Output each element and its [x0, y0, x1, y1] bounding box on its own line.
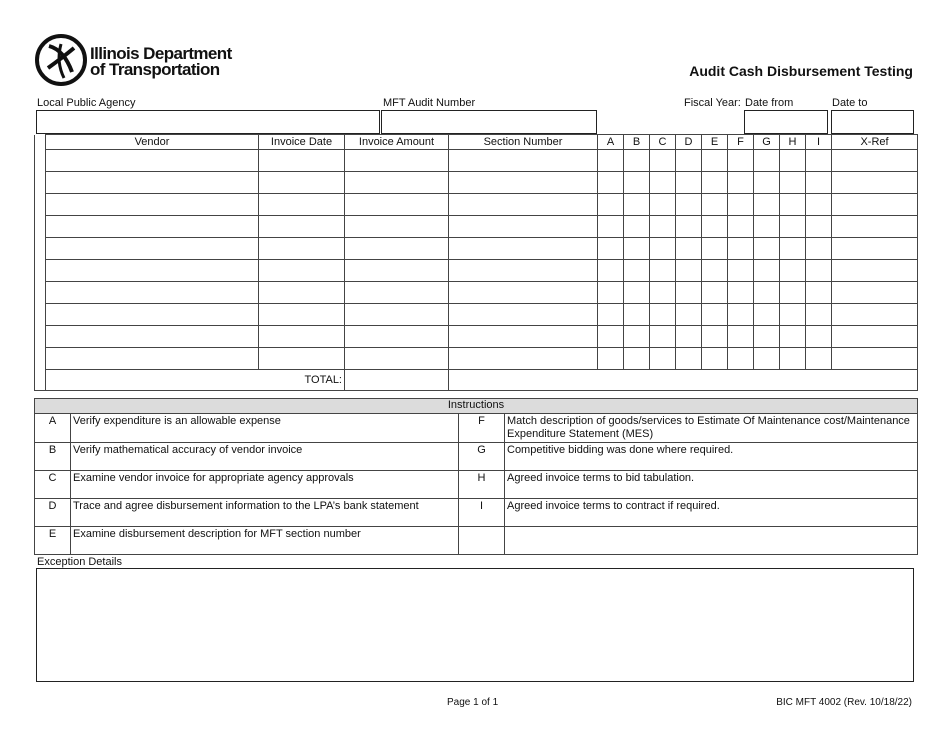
cell-b[interactable] [624, 172, 650, 194]
cell-e[interactable] [702, 238, 728, 260]
cell-x-ref[interactable] [832, 260, 918, 282]
local-public-agency-label: Local Public Agency [37, 97, 136, 109]
cell-x-ref[interactable] [832, 238, 918, 260]
cell-i[interactable] [806, 194, 832, 216]
cell-x-ref[interactable] [832, 194, 918, 216]
column-header-g: G [754, 135, 780, 150]
cell-a[interactable] [598, 216, 624, 238]
cell-invoice-amount[interactable] [345, 348, 449, 370]
cell-f[interactable] [728, 150, 754, 172]
cell-invoice-date[interactable] [259, 194, 345, 216]
cell-e[interactable] [702, 282, 728, 304]
cell-i[interactable] [806, 304, 832, 326]
row-gutter [35, 238, 46, 260]
cell-x-ref[interactable] [832, 304, 918, 326]
cell-section-number[interactable] [449, 304, 598, 326]
local-public-agency-field[interactable] [36, 110, 380, 134]
cell-section-number[interactable] [449, 194, 598, 216]
cell-invoice-amount[interactable] [345, 282, 449, 304]
instruction-text: Examine disbursement description for MFT section number [71, 527, 459, 555]
cell-x-ref[interactable] [832, 172, 918, 194]
column-header-x-ref: X-Ref [832, 135, 918, 150]
cell-d[interactable] [676, 194, 702, 216]
cell-c[interactable] [650, 282, 676, 304]
row-gutter [35, 304, 46, 326]
cell-invoice-date[interactable] [259, 216, 345, 238]
instruction-text: Verify mathematical accuracy of vendor invoice [71, 443, 459, 471]
cell-h[interactable] [780, 172, 806, 194]
cell-d[interactable] [676, 304, 702, 326]
cell-h[interactable] [780, 282, 806, 304]
cell-invoice-date[interactable] [259, 348, 345, 370]
column-header-e: E [702, 135, 728, 150]
table-row [35, 326, 918, 348]
cell-vendor[interactable] [46, 282, 259, 304]
cell-invoice-date[interactable] [259, 282, 345, 304]
cell-i[interactable] [806, 216, 832, 238]
cell-c[interactable] [650, 260, 676, 282]
instruction-text: Trace and agree disbursement information to the LPA’s bank statement [71, 499, 459, 527]
cell-d[interactable] [676, 150, 702, 172]
cell-b[interactable] [624, 348, 650, 370]
cell-f[interactable] [728, 260, 754, 282]
cell-invoice-amount[interactable] [345, 172, 449, 194]
cell-i[interactable] [806, 260, 832, 282]
column-header-invoice-date: Invoice Date [259, 135, 345, 150]
cell-f[interactable] [728, 216, 754, 238]
cell-invoice-date[interactable] [259, 260, 345, 282]
cell-vendor[interactable] [46, 238, 259, 260]
cell-g[interactable] [754, 194, 780, 216]
cell-section-number[interactable] [449, 348, 598, 370]
cell-invoice-date[interactable] [259, 326, 345, 348]
cell-d[interactable] [676, 172, 702, 194]
cell-b[interactable] [624, 282, 650, 304]
table-row [35, 150, 918, 172]
cell-c[interactable] [650, 194, 676, 216]
cell-i[interactable] [806, 150, 832, 172]
cell-d[interactable] [676, 348, 702, 370]
cell-d[interactable] [676, 216, 702, 238]
cell-x-ref[interactable] [832, 216, 918, 238]
cell-invoice-amount[interactable] [345, 194, 449, 216]
total-amount-field[interactable] [345, 370, 449, 391]
cell-f[interactable] [728, 304, 754, 326]
cell-section-number[interactable] [449, 172, 598, 194]
cell-c[interactable] [650, 304, 676, 326]
cell-b[interactable] [624, 238, 650, 260]
cell-h[interactable] [780, 348, 806, 370]
cell-a[interactable] [598, 194, 624, 216]
cell-h[interactable] [780, 150, 806, 172]
table-row [35, 216, 918, 238]
column-header-d: D [676, 135, 702, 150]
cell-vendor[interactable] [46, 304, 259, 326]
cell-c[interactable] [650, 348, 676, 370]
instruction-letter: G [459, 443, 505, 471]
cell-f[interactable] [728, 326, 754, 348]
disbursement-table [34, 134, 918, 391]
cell-g[interactable] [754, 282, 780, 304]
table-row [35, 172, 918, 194]
row-gutter [35, 150, 46, 172]
cell-g[interactable] [754, 260, 780, 282]
cell-b[interactable] [624, 326, 650, 348]
cell-section-number[interactable] [449, 282, 598, 304]
column-header-invoice-amount: Invoice Amount [345, 135, 449, 150]
cell-c[interactable] [650, 326, 676, 348]
column-header-a: A [598, 135, 624, 150]
cell-section-number[interactable] [449, 238, 598, 260]
cell-e[interactable] [702, 194, 728, 216]
column-header-c: C [650, 135, 676, 150]
cell-i[interactable] [806, 172, 832, 194]
cell-e[interactable] [702, 172, 728, 194]
instruction-text [505, 527, 918, 555]
cell-b[interactable] [624, 150, 650, 172]
instruction-letter: C [35, 471, 71, 499]
exception-details-label: Exception Details [37, 556, 122, 568]
cell-b[interactable] [624, 216, 650, 238]
cell-a[interactable] [598, 150, 624, 172]
cell-i[interactable] [806, 348, 832, 370]
cell-e[interactable] [702, 326, 728, 348]
cell-invoice-date[interactable] [259, 150, 345, 172]
column-header-vendor: Vendor [46, 135, 259, 150]
cell-section-number[interactable] [449, 260, 598, 282]
row-gutter [35, 260, 46, 282]
cell-g[interactable] [754, 304, 780, 326]
cell-f[interactable] [728, 238, 754, 260]
instruction-text: Agreed invoice terms to bid tabulation. [505, 471, 918, 499]
column-header-f: F [728, 135, 754, 150]
cell-vendor[interactable] [46, 260, 259, 282]
cell-f[interactable] [728, 194, 754, 216]
cell-d[interactable] [676, 260, 702, 282]
instructions-table [34, 398, 918, 555]
total-blank [449, 370, 918, 391]
cell-invoice-amount[interactable] [345, 260, 449, 282]
row-gutter [35, 216, 46, 238]
date-from-field[interactable] [744, 110, 828, 134]
cell-a[interactable] [598, 172, 624, 194]
form-id: BIC MFT 4002 (Rev. 10/18/22) [776, 697, 912, 708]
instruction-text: Agreed invoice terms to contract if required. [505, 499, 918, 527]
table-row [35, 348, 918, 370]
instruction-text: Competitive bidding was done where required. [505, 443, 918, 471]
table-row [35, 194, 918, 216]
instruction-text: Verify expenditure is an allowable expense [71, 414, 459, 443]
date-to-label: Date to [832, 97, 868, 109]
cell-h[interactable] [780, 260, 806, 282]
cell-g[interactable] [754, 216, 780, 238]
cell-invoice-amount[interactable] [345, 304, 449, 326]
cell-vendor[interactable] [46, 172, 259, 194]
instruction-text: Match description of goods/services to Estimate Of Maintenance cost/Maintenance Expenditure Statement (MES) [505, 414, 918, 443]
cell-invoice-date[interactable] [259, 238, 345, 260]
cell-vendor[interactable] [46, 348, 259, 370]
instruction-row [35, 499, 918, 527]
instruction-letter: A [35, 414, 71, 443]
cell-c[interactable] [650, 150, 676, 172]
cell-g[interactable] [754, 348, 780, 370]
cell-section-number[interactable] [449, 150, 598, 172]
instruction-letter [459, 527, 505, 555]
cell-i[interactable] [806, 282, 832, 304]
instruction-letter: B [35, 443, 71, 471]
cell-x-ref[interactable] [832, 326, 918, 348]
cell-b[interactable] [624, 260, 650, 282]
page-number: Page 1 of 1 [447, 697, 499, 708]
table-row [35, 282, 918, 304]
row-gutter [35, 194, 46, 216]
row-gutter [35, 282, 46, 304]
cell-invoice-date[interactable] [259, 172, 345, 194]
column-header-section-number: Section Number [449, 135, 598, 150]
instruction-letter: I [459, 499, 505, 527]
cell-x-ref[interactable] [832, 150, 918, 172]
cell-a[interactable] [598, 304, 624, 326]
row-gutter [35, 326, 46, 348]
cell-a[interactable] [598, 238, 624, 260]
table-row [35, 304, 918, 326]
cell-h[interactable] [780, 238, 806, 260]
cell-f[interactable] [728, 172, 754, 194]
column-header-h: H [780, 135, 806, 150]
instruction-letter: D [35, 499, 71, 527]
row-gutter [35, 172, 46, 194]
idot-emblem-icon [34, 32, 88, 88]
instruction-row [35, 471, 918, 499]
cell-invoice-amount[interactable] [345, 216, 449, 238]
instruction-text: Examine vendor invoice for appropriate agency approvals [71, 471, 459, 499]
total-label: TOTAL: [46, 370, 345, 391]
row-gutter [35, 370, 46, 391]
cell-d[interactable] [676, 238, 702, 260]
cell-e[interactable] [702, 216, 728, 238]
cell-f[interactable] [728, 348, 754, 370]
table-row [35, 238, 918, 260]
cell-c[interactable] [650, 216, 676, 238]
cell-e[interactable] [702, 150, 728, 172]
row-gutter [35, 348, 46, 370]
cell-a[interactable] [598, 260, 624, 282]
instructions-title: Instructions [35, 399, 918, 414]
fiscal-year-label: Fiscal Year: [684, 97, 741, 109]
cell-vendor[interactable] [46, 216, 259, 238]
instruction-row [35, 527, 918, 555]
cell-h[interactable] [780, 326, 806, 348]
table-row [35, 260, 918, 282]
instruction-letter: H [459, 471, 505, 499]
cell-d[interactable] [676, 282, 702, 304]
cell-i[interactable] [806, 238, 832, 260]
cell-vendor[interactable] [46, 150, 259, 172]
cell-section-number[interactable] [449, 216, 598, 238]
cell-i[interactable] [806, 326, 832, 348]
instruction-letter: F [459, 414, 505, 443]
cell-invoice-amount[interactable] [345, 238, 449, 260]
cell-section-number[interactable] [449, 326, 598, 348]
cell-invoice-amount[interactable] [345, 326, 449, 348]
cell-b[interactable] [624, 304, 650, 326]
cell-h[interactable] [780, 216, 806, 238]
instruction-row [35, 443, 918, 471]
cell-b[interactable] [624, 194, 650, 216]
exception-details-field[interactable] [36, 568, 914, 682]
cell-a[interactable] [598, 326, 624, 348]
cell-invoice-date[interactable] [259, 304, 345, 326]
row-gutter [35, 135, 46, 150]
mft-audit-number-field[interactable] [381, 110, 597, 134]
cell-e[interactable] [702, 348, 728, 370]
cell-a[interactable] [598, 348, 624, 370]
date-from-label: Date from [745, 97, 794, 109]
org-name-line2: of Transportation [90, 60, 220, 79]
cell-c[interactable] [650, 238, 676, 260]
cell-vendor[interactable] [46, 194, 259, 216]
cell-g[interactable] [754, 238, 780, 260]
cell-g[interactable] [754, 326, 780, 348]
instruction-row [35, 414, 918, 443]
cell-e[interactable] [702, 260, 728, 282]
cell-x-ref[interactable] [832, 348, 918, 370]
cell-x-ref[interactable] [832, 282, 918, 304]
cell-c[interactable] [650, 172, 676, 194]
cell-h[interactable] [780, 194, 806, 216]
instruction-letter: E [35, 527, 71, 555]
idot-logo [34, 32, 234, 90]
page-title: Audit Cash Disbursement Testing [689, 63, 913, 79]
cell-e[interactable] [702, 304, 728, 326]
column-header-i: I [806, 135, 832, 150]
mft-audit-number-label: MFT Audit Number [383, 97, 476, 109]
cell-a[interactable] [598, 282, 624, 304]
cell-vendor[interactable] [46, 326, 259, 348]
table-body [35, 150, 918, 370]
cell-g[interactable] [754, 172, 780, 194]
date-to-field[interactable] [831, 110, 914, 134]
cell-f[interactable] [728, 282, 754, 304]
org-name-line1: Illinois Department [90, 44, 232, 63]
cell-d[interactable] [676, 326, 702, 348]
cell-h[interactable] [780, 304, 806, 326]
cell-g[interactable] [754, 150, 780, 172]
column-header-b: B [624, 135, 650, 150]
cell-invoice-amount[interactable] [345, 150, 449, 172]
